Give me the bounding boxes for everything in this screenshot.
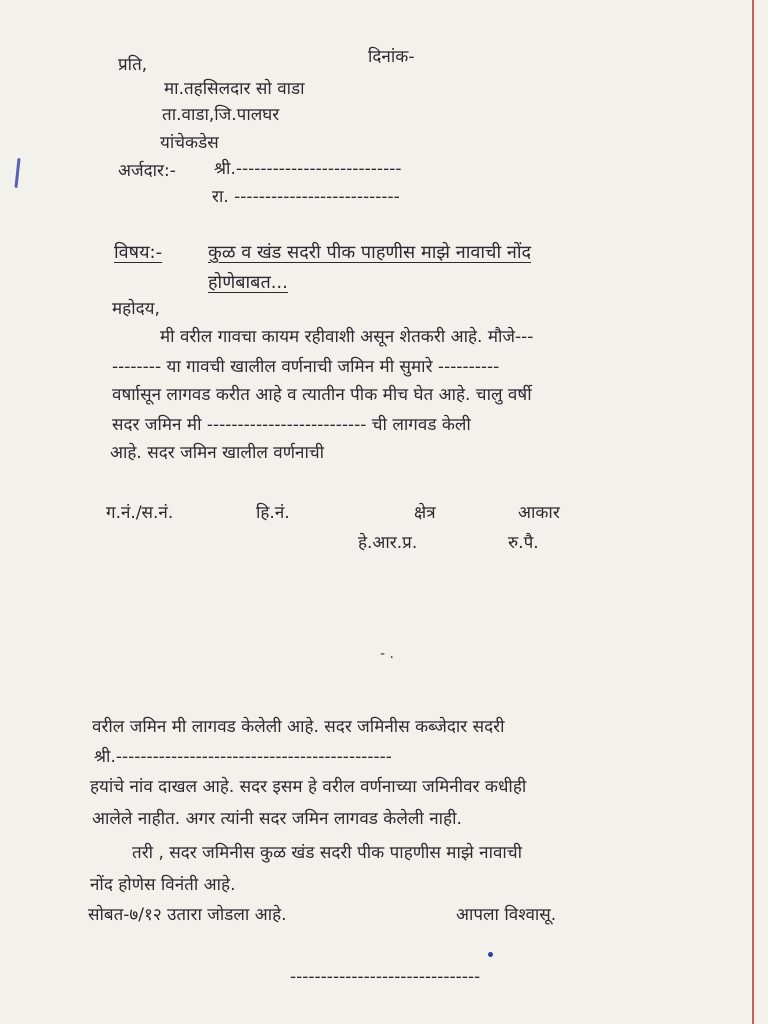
unit-area: हे.आर.प्र. bbox=[358, 533, 418, 553]
body-line-1: मी वरील गावचा कायम रहीवाशी असून शेतकरी आहे. मौजे--- bbox=[160, 327, 534, 347]
signature-line: ------------------------------- bbox=[290, 967, 481, 987]
subject-line-1: कुळ व खंड सदरी पीक पाहणीस माझे नावाची नोंद bbox=[208, 242, 532, 263]
col-hissa-number: हि.नं. bbox=[256, 503, 290, 523]
closing-line-5: तरी , सदर जमिनीस कुळ खंड सदरी पीक पाहणीस माझे नावाची bbox=[132, 843, 523, 863]
closing-line-1: वरील जमिन मी लागवड केलेली आहे. सदर जमिनीस कब्जेदार सदरी bbox=[92, 717, 505, 737]
col-survey-number: ग.नं./स.नं. bbox=[106, 503, 174, 523]
closing-line-4: आलेले नाहीत. अगर त्यांनी सदर जमिन लागवड केलेली नाही. bbox=[92, 809, 462, 829]
date-label: दिनांक- bbox=[368, 47, 415, 67]
body-line-5: आहे. सदर जमिन खालील वर्णनाची bbox=[110, 443, 325, 463]
page-edge-line bbox=[752, 0, 754, 1024]
stray-mark: - . bbox=[380, 646, 394, 662]
pen-dot bbox=[488, 952, 493, 957]
applicant-name-line: श्री.--------------------------- bbox=[214, 159, 402, 179]
prati-label: प्रति, bbox=[118, 55, 148, 75]
addressee: मा.तहसिलदार सो वाडा bbox=[164, 79, 305, 99]
applicant-address-line: रा. --------------------------- bbox=[212, 187, 400, 207]
salutation: महोदय, bbox=[112, 299, 160, 319]
closing-line-3: हयांचे नांव दाखल आहे. सदर इसम हे वरील वर्णनाच्या जमिनीवर कधीही bbox=[90, 777, 527, 797]
col-assessment: आकार bbox=[518, 503, 560, 523]
closing-line-2: श्री.--------------------------------------------- bbox=[94, 747, 392, 767]
closing-line-6: नोंद होणेस विनंती आहे. bbox=[90, 875, 236, 895]
subject-line-2: होणेबाबत... bbox=[208, 272, 288, 293]
body-line-3: वर्षाासून लागवड करीत आहे व त्यातीन पीक मीच घेत आहे. चालु वर्षी bbox=[112, 385, 532, 405]
body-line-2: -------- या गावची खालील वर्णनाची जमिन मी सुमारे ---------- bbox=[112, 357, 500, 377]
body-line-4: सदर जमिन मी -------------------------- ची लागवड केली bbox=[112, 415, 471, 435]
yours-faithfully: आपला विश्वासू. bbox=[456, 905, 557, 925]
ink-mark bbox=[14, 158, 20, 188]
col-area: क्षेत्र bbox=[414, 503, 436, 523]
attachment-note: सोबत-७/१२ उतारा जोडला आहे. bbox=[88, 905, 287, 925]
subject-label: विषय:- bbox=[114, 242, 163, 263]
yanchekade: यांचेकडेस bbox=[160, 133, 219, 153]
unit-assessment: रु.पै. bbox=[508, 533, 539, 553]
applicant-label: अर्जदार:- bbox=[118, 161, 176, 181]
taluka-district: ता.वाडा,जि.पालघर bbox=[162, 105, 280, 125]
